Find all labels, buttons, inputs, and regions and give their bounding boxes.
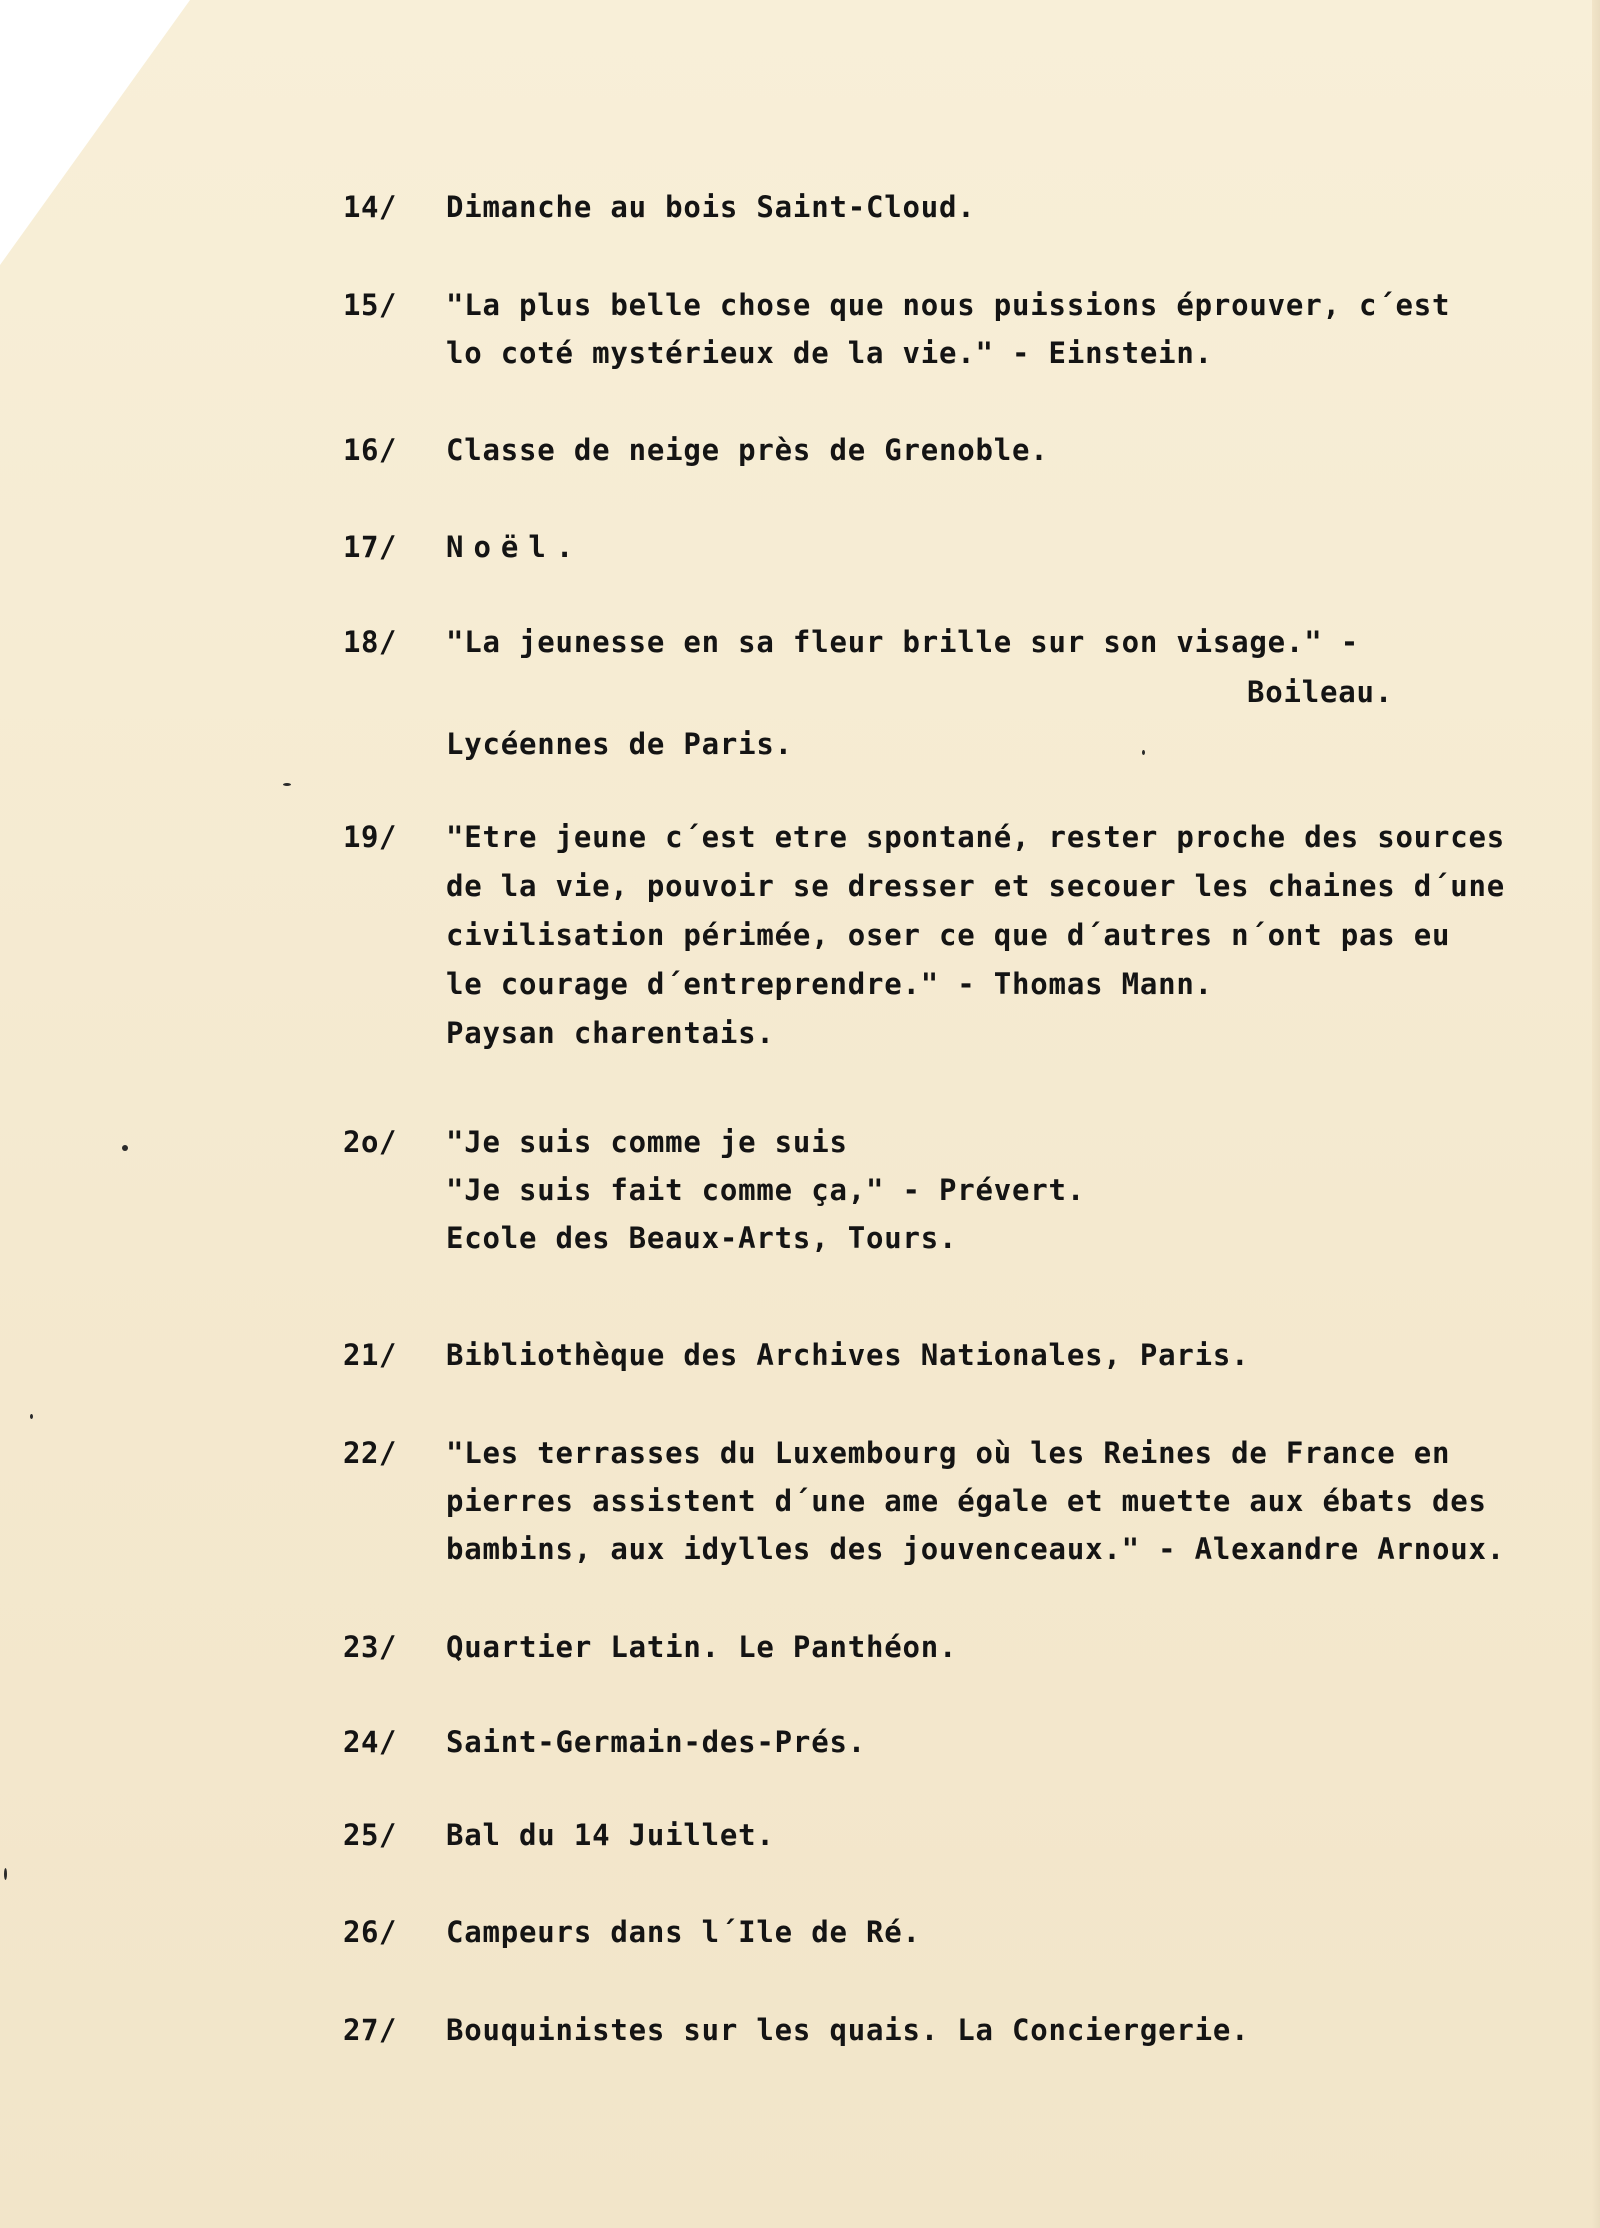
entry-text: "Les terrasses du Luxembourg où les Reines de France en xyxy=(446,1436,1451,1470)
entry-caption: Lycéennes de Paris. xyxy=(446,727,793,761)
entry-number: 15/ xyxy=(343,288,397,322)
entry-text: Saint-Germain-des-Prés. xyxy=(446,1725,866,1759)
entry-text: Bal du 14 Juillet. xyxy=(446,1818,775,1852)
entry-text: Bibliothèque des Archives Nationales, Paris. xyxy=(446,1338,1250,1372)
entry-number: 18/ xyxy=(343,625,397,659)
entry-attribution: Boileau. xyxy=(1247,675,1394,709)
entry-text: "La jeunesse en sa fleur brille sur son visage." - xyxy=(446,625,1359,659)
entry-number: 27/ xyxy=(343,2013,397,2047)
entry-text: bambins, aux idylles des jouvenceaux." - Alexandre Arnoux. xyxy=(446,1532,1506,1566)
entry-text: Bouquinistes sur les quais. La Conciergerie. xyxy=(446,2013,1250,2047)
entry-text: Quartier Latin. Le Panthéon. xyxy=(446,1630,958,1664)
entry-text: pierres assistent d´une ame égale et muette aux ébats des xyxy=(446,1484,1487,1518)
entry-text: de la vie, pouvoir se dresser et secouer les chaines d´une xyxy=(446,869,1506,903)
entry-number: 23/ xyxy=(343,1630,397,1664)
entry-text: Dimanche au bois Saint-Cloud. xyxy=(446,190,976,224)
entry-text: "La plus belle chose que nous puissions éprouver, c´est xyxy=(446,288,1451,322)
entry-number: 21/ xyxy=(343,1338,397,1372)
entry-number: 14/ xyxy=(343,190,397,224)
entry-number: 16/ xyxy=(343,433,397,467)
entry-caption: Paysan charentais. xyxy=(446,1016,775,1050)
entry-number: 17/ xyxy=(343,530,397,564)
entry-number: 25/ xyxy=(343,1818,397,1852)
entry-text: "Je suis comme je suis xyxy=(446,1125,848,1159)
entry-text: le courage d´entreprendre." - Thomas Mann. xyxy=(446,967,1213,1001)
entry-caption: Ecole des Beaux-Arts, Tours. xyxy=(446,1221,958,1255)
entry-text: Campeurs dans l´Ile de Ré. xyxy=(446,1915,921,1949)
entry-text: Noël. xyxy=(446,530,584,564)
entry-text: civilisation périmée, oser ce que d´autres n´ont pas eu xyxy=(446,918,1451,952)
entry-number: 22/ xyxy=(343,1436,397,1470)
entry-text: "Etre jeune c´est etre spontané, rester proche des sources xyxy=(446,820,1506,854)
entry-number: 26/ xyxy=(343,1915,397,1949)
entry-number: 24/ xyxy=(343,1725,397,1759)
entry-number: 19/ xyxy=(343,820,397,854)
entry-number: 2o/ xyxy=(343,1125,397,1159)
entry-text: "Je suis fait comme ça," - Prévert. xyxy=(446,1173,1086,1207)
entry-text: Classe de neige près de Grenoble. xyxy=(446,433,1049,467)
entry-text: lo coté mystérieux de la vie." - Einstein. xyxy=(446,336,1213,370)
